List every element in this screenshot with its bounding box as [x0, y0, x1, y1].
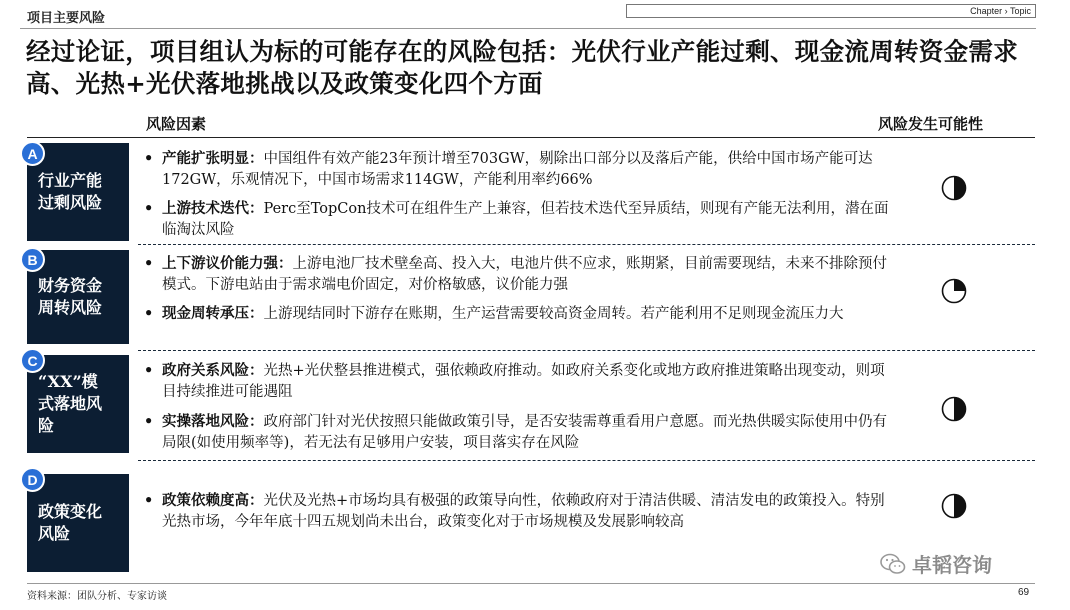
- likelihood-harvey-ball-b: [941, 278, 967, 304]
- risk-a-bullet-1-title: 产能扩张明显：: [162, 150, 264, 167]
- risk-c-bullet-2-text: 政府部门针对光伏按照只能做政策引导，是否安装需尊重看用户意愿。而光热供暖实际使用中仍有局限(如使用频率等)，若无法有足够用户安装，项目落实存在风险: [162, 414, 887, 451]
- risk-b-bullet-1-text: 上游电池厂技术壁垒高、投入大，电池片供不应求，账期紧，目前需要现结，未来不排除预付模式。下游电站由于需求端电价固定，对价格敏感，议价能力强: [162, 256, 887, 293]
- risk-category-d: [27, 474, 129, 572]
- risk-c-bullet-2-title: 实操落地风险：: [162, 413, 264, 430]
- risk-b-bullet-2-title: 现金周转承压：: [162, 305, 264, 322]
- risk-category-d-line1: 政策变化: [38, 502, 103, 521]
- risk-category-c: [27, 355, 129, 453]
- risk-category-c-line3: 险: [38, 416, 55, 435]
- risk-a-bullet-2-text: Perc至TopCon技术可在组件生产上兼容，但若技术迭代至异质结，则现有产能无法利用，潜在面临淘汰风险: [162, 201, 889, 238]
- risk-b-bullet-1: [144, 253, 889, 296]
- risk-a-bullet-2-title: 上游技术迭代：: [162, 200, 264, 217]
- risk-badge-b: B: [20, 247, 45, 272]
- chapter-box: [626, 4, 1036, 18]
- risk-c-bullet-2: [144, 411, 889, 454]
- harvey-ball-fill: [954, 177, 966, 200]
- page-headline: 经过论证，项目组认为标的可能存在的风险包括：光伏行业产能过剩、现金流周转资金需求高、光热+光伏落地挑战以及政策变化四个方面: [26, 37, 1018, 98]
- bullet-dot: •: [144, 255, 154, 272]
- bullet-dot: •: [144, 200, 154, 217]
- risk-d-bullet-1-text: 光伏及光热+市场均具有极强的政策导向性，依赖政府对于清洁供暖、清洁发电的政策投入。特别光热市场，今年年底十四五规划尚未出台，政策变化对于市场规模及发展影响较高: [162, 493, 885, 530]
- risk-category-b-line2: 周转风险: [38, 298, 103, 317]
- risk-category-b-line1: 财务资金: [38, 276, 103, 295]
- wechat-icon: [880, 553, 906, 575]
- risk-badge-c: C: [20, 348, 45, 373]
- risk-d-bullet-1-title: 政策依赖度高：: [162, 492, 264, 509]
- column-header-factor: 风险因素: [146, 115, 207, 133]
- risk-badge-a: A: [20, 141, 45, 166]
- row-divider: [138, 460, 1035, 461]
- bullet-dot: •: [144, 150, 154, 167]
- likelihood-harvey-ball-c: [941, 396, 967, 422]
- risk-b-bullet-2-text: 上游现结同时下游存在账期，生产运营需要较高资金周转。若产能利用不足则现金流压力大: [263, 306, 844, 322]
- bullet-dot: •: [144, 362, 154, 379]
- risk-d-bullet-1: [144, 490, 889, 533]
- risk-c-bullet-1: [144, 360, 889, 403]
- top-divider: [20, 28, 1036, 29]
- watermark: [880, 549, 992, 578]
- chapter-label: Chapter › Topic: [970, 6, 1031, 16]
- row-divider: [138, 244, 1035, 245]
- page-number: 69: [1018, 587, 1030, 598]
- section-label: 项目主要风险: [27, 11, 106, 26]
- risk-category-c-line2: 式落地风: [38, 394, 103, 413]
- bullet-dot: •: [144, 305, 154, 322]
- risk-b-bullet-2: [144, 303, 889, 325]
- risk-b-bullet-1-title: 上下游议价能力强：: [162, 255, 293, 272]
- source-note: 资料来源：团队分析、专家访谈: [27, 591, 167, 602]
- likelihood-harvey-ball-d: [941, 493, 967, 519]
- likelihood-harvey-ball-a: [941, 175, 967, 201]
- risk-badge-d: D: [20, 467, 45, 492]
- harvey-ball-fill: [954, 495, 966, 518]
- harvey-ball-fill: [954, 280, 966, 292]
- harvey-ball-fill: [954, 398, 966, 421]
- footer-divider: [27, 583, 1035, 584]
- row-divider: [138, 350, 1035, 351]
- risk-category-d-line2: 风险: [38, 524, 71, 543]
- risk-category-a-line2: 过剩风险: [38, 193, 103, 212]
- bullet-dot: •: [144, 492, 154, 509]
- risk-a-bullet-1-text: 中国组件有效产能23年预计增至703GW，剔除出口部分以及落后产能，供给中国市场产能可达172GW，乐观情况下，中国市场需求114GW，产能利用率约66%: [162, 151, 873, 188]
- risk-c-bullet-1-text: 光热+光伏整县推进模式，强依赖政府推动。如政府关系变化或地方政府推进策略出现变动，则项目持续推进可能遇阻: [162, 363, 885, 400]
- risk-category-a-line1: 行业产能: [38, 171, 103, 190]
- risk-a-bullet-1: [144, 148, 889, 191]
- risk-category-c-line1: “XX”模: [38, 372, 98, 391]
- watermark-text: 卓韬咨询: [912, 553, 992, 577]
- header-divider: [27, 137, 1035, 138]
- risk-a-bullet-2: [144, 198, 889, 241]
- column-header-likelihood: 风险发生可能性: [878, 115, 984, 133]
- bullet-dot: •: [144, 413, 154, 430]
- risk-c-bullet-1-title: 政府关系风险：: [162, 362, 264, 379]
